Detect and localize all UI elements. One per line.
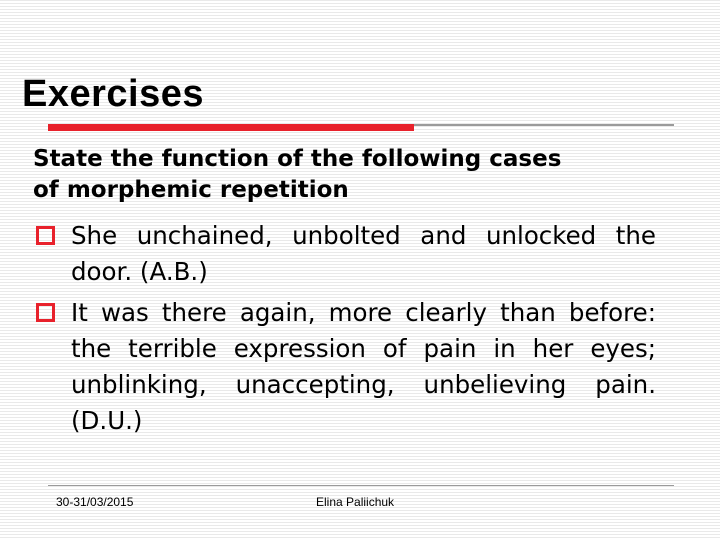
bullet-list <box>36 218 656 444</box>
bullet-item <box>36 218 656 290</box>
bullet-item <box>36 295 656 439</box>
footer-author: Elina Paliichuk <box>316 495 395 509</box>
footer-divider <box>48 485 674 486</box>
slide-subtitle: State the function of the following cases of morphemic repetition <box>33 146 562 203</box>
slide-title: Exercises <box>22 73 204 115</box>
title-underline-accent <box>48 124 414 131</box>
bullet-text: It was there again, more clearly than before: the terrible expression of pain in her eyes; unblinking, unaccepting, unbelieving pain. (D.U.) <box>71 298 656 435</box>
hollow-square-bullet-icon <box>36 303 55 322</box>
bullet-text: She unchained, unbolted and unlocked the door. (A.B.) <box>71 221 656 286</box>
hollow-square-bullet-icon <box>36 226 55 245</box>
title-underline-rule <box>414 124 674 126</box>
footer-date: 30-31/03/2015 <box>56 495 134 509</box>
